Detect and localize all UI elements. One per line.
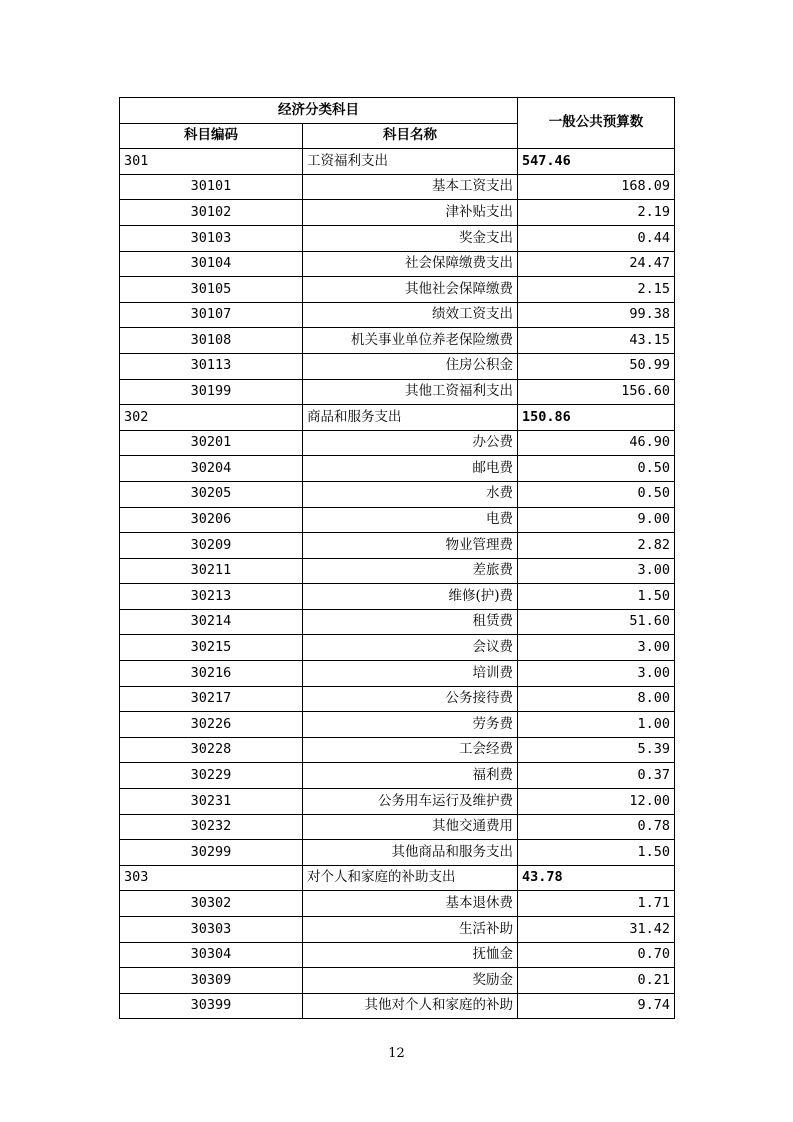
table-row [120, 558, 675, 584]
amount-cell: 5.39 [518, 737, 675, 763]
subject-code-cell: 30229 [120, 763, 303, 789]
amount-cell: 0.21 [518, 968, 675, 994]
subject-name-cell: 其他工资福利支出 [303, 379, 518, 405]
amount-cell: 1.00 [518, 712, 675, 738]
budget-table-body [120, 149, 675, 1019]
table-row [120, 430, 675, 456]
amount-cell: 2.19 [518, 200, 675, 226]
amount-cell: 31.42 [518, 917, 675, 943]
budget-table [119, 97, 675, 1019]
table-row [120, 891, 675, 917]
subject-code-cell: 30103 [120, 225, 303, 251]
amount-cell: 1.71 [518, 891, 675, 917]
table-row [120, 789, 675, 815]
subject-code-cell: 30304 [120, 942, 303, 968]
subject-name-header: 科目名称 [303, 123, 518, 149]
amount-cell: 43.78 [518, 865, 675, 891]
subject-code-cell: 30104 [120, 251, 303, 277]
subject-name-cell: 社会保障缴费支出 [303, 251, 518, 277]
subject-name-cell: 奖金支出 [303, 225, 518, 251]
amount-cell: 3.00 [518, 661, 675, 687]
subject-code-cell: 303 [120, 865, 303, 891]
subject-code-cell: 30108 [120, 328, 303, 354]
table-row [120, 456, 675, 482]
subject-code-cell: 30113 [120, 353, 303, 379]
table-row [120, 328, 675, 354]
table-row [120, 481, 675, 507]
amount-cell: 0.78 [518, 814, 675, 840]
amount-cell: 8.00 [518, 686, 675, 712]
amount-cell: 1.50 [518, 840, 675, 866]
subject-code-cell: 30215 [120, 635, 303, 661]
subject-code-cell: 30399 [120, 993, 303, 1019]
table-row [120, 942, 675, 968]
subject-name-cell: 租赁费 [303, 609, 518, 635]
subject-code-cell: 30205 [120, 481, 303, 507]
general-budget-amount-header: 一般公共预算数 [518, 98, 675, 149]
amount-cell: 24.47 [518, 251, 675, 277]
subject-name-cell: 物业管理费 [303, 533, 518, 559]
table-row [120, 584, 675, 610]
subject-code-cell: 30213 [120, 584, 303, 610]
table-row [120, 661, 675, 687]
subject-code-cell: 30299 [120, 840, 303, 866]
subject-name-cell: 劳务费 [303, 712, 518, 738]
table-row [120, 533, 675, 559]
subject-name-cell: 住房公积金 [303, 353, 518, 379]
table-row [120, 917, 675, 943]
subject-code-cell: 30228 [120, 737, 303, 763]
table-row [120, 712, 675, 738]
subject-name-cell: 水费 [303, 481, 518, 507]
subject-name-cell: 奖励金 [303, 968, 518, 994]
subject-code-cell: 30217 [120, 686, 303, 712]
table-row [120, 814, 675, 840]
table-row [120, 277, 675, 303]
table-row [120, 174, 675, 200]
amount-cell: 9.74 [518, 993, 675, 1019]
amount-cell: 547.46 [518, 149, 675, 175]
subject-code-cell: 30201 [120, 430, 303, 456]
amount-cell: 1.50 [518, 584, 675, 610]
amount-cell: 2.82 [518, 533, 675, 559]
amount-cell: 99.38 [518, 302, 675, 328]
subject-name-cell: 基本退休费 [303, 891, 518, 917]
subject-name-cell: 培训费 [303, 661, 518, 687]
economic-classification-header: 经济分类科目 [120, 98, 518, 124]
amount-cell: 3.00 [518, 558, 675, 584]
subject-name-cell: 电费 [303, 507, 518, 533]
subject-name-cell: 生活补助 [303, 917, 518, 943]
subject-name-cell: 其他对个人和家庭的补助 [303, 993, 518, 1019]
subject-name-cell: 公务接待费 [303, 686, 518, 712]
amount-cell: 2.15 [518, 277, 675, 303]
subject-name-cell: 公务用车运行及维护费 [303, 789, 518, 815]
table-row [120, 840, 675, 866]
subject-name-cell: 绩效工资支出 [303, 302, 518, 328]
subject-code-cell: 30211 [120, 558, 303, 584]
amount-cell: 156.60 [518, 379, 675, 405]
category-row [120, 405, 675, 431]
amount-cell: 0.50 [518, 481, 675, 507]
subject-name-cell: 商品和服务支出 [303, 405, 518, 431]
amount-cell: 46.90 [518, 430, 675, 456]
subject-name-cell: 津补贴支出 [303, 200, 518, 226]
amount-cell: 0.44 [518, 225, 675, 251]
subject-name-cell: 邮电费 [303, 456, 518, 482]
subject-code-cell: 30216 [120, 661, 303, 687]
subject-code-cell: 30204 [120, 456, 303, 482]
amount-cell: 43.15 [518, 328, 675, 354]
category-row [120, 865, 675, 891]
amount-cell: 9.00 [518, 507, 675, 533]
subject-name-cell: 基本工资支出 [303, 174, 518, 200]
subject-code-cell: 30231 [120, 789, 303, 815]
table-row [120, 609, 675, 635]
subject-code-cell: 301 [120, 149, 303, 175]
subject-code-cell: 30101 [120, 174, 303, 200]
subject-name-cell: 其他社会保障缴费 [303, 277, 518, 303]
amount-cell: 0.50 [518, 456, 675, 482]
subject-name-cell: 办公费 [303, 430, 518, 456]
subject-code-cell: 30232 [120, 814, 303, 840]
table-row [120, 993, 675, 1019]
subject-name-cell: 抚恤金 [303, 942, 518, 968]
subject-code-cell: 30309 [120, 968, 303, 994]
table-row [120, 200, 675, 226]
subject-name-cell: 工资福利支出 [303, 149, 518, 175]
table-row [120, 635, 675, 661]
amount-cell: 50.99 [518, 353, 675, 379]
table-row [120, 251, 675, 277]
header-row-1 [120, 98, 675, 124]
subject-code-cell: 30199 [120, 379, 303, 405]
category-row [120, 149, 675, 175]
subject-code-cell: 30302 [120, 891, 303, 917]
table-row [120, 686, 675, 712]
amount-cell: 3.00 [518, 635, 675, 661]
table-row [120, 968, 675, 994]
subject-code-cell: 30303 [120, 917, 303, 943]
subject-name-cell: 其他商品和服务支出 [303, 840, 518, 866]
subject-code-cell: 30226 [120, 712, 303, 738]
subject-name-cell: 其他交通费用 [303, 814, 518, 840]
amount-cell: 0.70 [518, 942, 675, 968]
table-row [120, 302, 675, 328]
amount-cell: 150.86 [518, 405, 675, 431]
amount-cell: 51.60 [518, 609, 675, 635]
subject-code-cell: 30102 [120, 200, 303, 226]
table-row [120, 353, 675, 379]
subject-code-cell: 30105 [120, 277, 303, 303]
subject-code-cell: 30206 [120, 507, 303, 533]
subject-name-cell: 福利费 [303, 763, 518, 789]
subject-name-cell: 工会经费 [303, 737, 518, 763]
amount-cell: 168.09 [518, 174, 675, 200]
table-row [120, 507, 675, 533]
subject-name-cell: 机关事业单位养老保险缴费 [303, 328, 518, 354]
table-row [120, 225, 675, 251]
subject-name-cell: 差旅费 [303, 558, 518, 584]
table-row [120, 379, 675, 405]
subject-code-cell: 30209 [120, 533, 303, 559]
page-number: 12 [388, 1046, 405, 1061]
amount-cell: 12.00 [518, 789, 675, 815]
table-row [120, 763, 675, 789]
subject-code-cell: 302 [120, 405, 303, 431]
table-row [120, 737, 675, 763]
subject-code-cell: 30214 [120, 609, 303, 635]
subject-name-cell: 维修(护)费 [303, 584, 518, 610]
subject-name-cell: 对个人和家庭的补助支出 [303, 865, 518, 891]
amount-cell: 0.37 [518, 763, 675, 789]
subject-code-cell: 30107 [120, 302, 303, 328]
subject-name-cell: 会议费 [303, 635, 518, 661]
subject-code-header: 科目编码 [120, 123, 303, 149]
